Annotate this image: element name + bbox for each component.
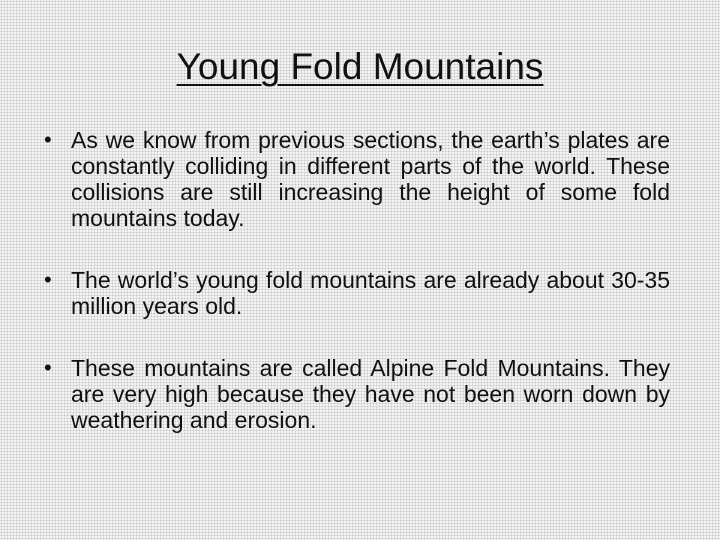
- bullet-item-3: [44, 355, 670, 433]
- slide-title-text: Young Fold Mountains: [176, 46, 544, 87]
- bullet-text-3: These mountains are called Alpine Fold Mountains. They are very high because they have not been worn down by weathering and erosion.: [71, 355, 670, 433]
- bullet-text-2: The world’s young fold mountains are already about 30-35 million years old.: [71, 267, 670, 319]
- bullet-list: [44, 127, 670, 433]
- bullet-item-1: [44, 127, 670, 231]
- bullet-icon: •: [44, 355, 52, 380]
- bullet-text-1: As we know from previous sections, the earth’s plates are constantly colliding in different parts of the world. These collisions are still increasing the height of some fold mountains today.: [71, 127, 670, 231]
- bullet-icon: •: [44, 267, 52, 292]
- bullet-item-2: [44, 267, 670, 319]
- bullet-icon: •: [44, 127, 52, 152]
- slide-title: [0, 40, 720, 94]
